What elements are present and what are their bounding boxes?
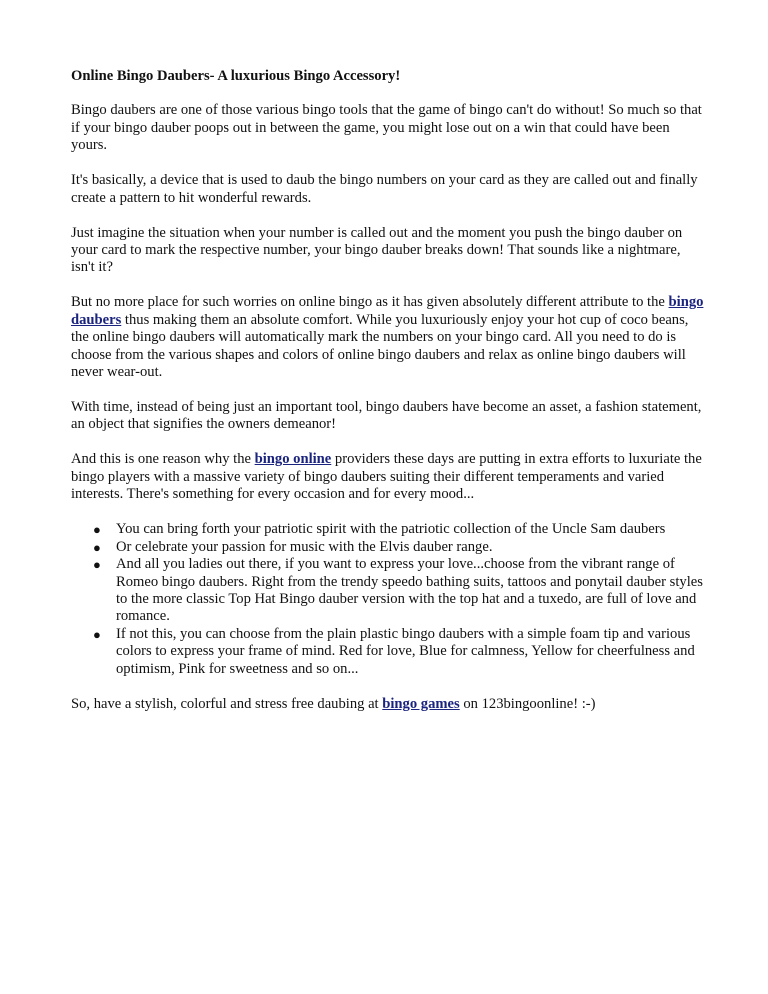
bullet-icon: ● [93,626,101,642]
paragraph-text: But no more place for such worries on online bingo as it has given absolutely different attribute to the [71,294,669,311]
document-page [71,68,706,731]
list-item-text: And all you ladies out there, if you want to express your love...choose from the vibrant range of Romeo bingo daubers. Right from the trendy speedo bathing suits, tattoos and ponytail dauber styles to the more classic Top Hat Bingo dauber version with the top hat and a tuxedo, are full of love and romance. [116,556,703,625]
paragraph-text: thus making them an absolute comfort. While you luxuriously enjoy your hot cup of coco beans, the online bingo daubers will automatically mark the numbers on your bingo card. All you need to do is choose from the various shapes and colors of online bingo daubers and relax as online bingo daubers will never wear-out. [71,311,689,381]
list-item-text: You can bring forth your patriotic spirit with the patriotic collection of the Uncle Sam daubers [116,521,666,538]
paragraph-closing [71,696,706,713]
bingo-online-link[interactable]: bingo online [254,451,332,468]
paragraph-imagine: Just imagine the situation when your number is called out and the moment you push the bingo dauber on your card to mark the respective number, your bingo dauber breaks down! That sounds like a nightmare, isn't it? [71,224,683,276]
dauber-options-list [71,521,706,678]
bullet-icon: ● [93,557,101,573]
bullet-icon: ● [93,539,101,555]
list-item [93,625,706,678]
document-title: Online Bingo Daubers- A luxurious Bingo Accessory! [71,68,401,84]
paragraph-text: on 123bingoonline! :-) [459,695,596,712]
paragraph-text: providers these days are putting in extra efforts to luxuriate the bingo players with a massive variety of bingo daubers suiting their different temperaments and varied interests. There's something for every occasion and for every mood... [71,451,702,503]
list-item [93,538,706,556]
bingo-games-link[interactable]: bingo games [382,695,460,712]
bingo-daubers-link[interactable]: bingo daubers [71,294,704,328]
paragraph-device: It's basically, a device that is used to daub the bingo numbers on your card as they are called out and finally create a pattern to hit wonderful rewards. [71,172,698,206]
paragraph-intro: Bingo daubers are one of those various bingo tools that the game of bingo can't do without! So much so that if your bingo dauber poops out in between the game, you might lose out on a win that could have been yours. [71,102,702,154]
list-item-text: Or celebrate your passion for music with the Elvis dauber range. [116,538,493,555]
list-item-text: If not this, you can choose from the plain plastic bingo daubers with a simple foam tip and various colors to express your frame of mind. Red for love, Blue for calmness, Yellow for cheerfulness and optimism, Pink for sweetness and so on... [116,625,695,677]
list-item [93,556,706,626]
paragraph-online-bingo [71,294,706,381]
list-item [93,521,706,538]
paragraph-providers [71,451,706,503]
paragraph-fashion: With time, instead of being just an important tool, bingo daubers have become an asset, a fashion statement, an object that signifies the owners demeanor! [71,399,702,433]
paragraph-text: So, have a stylish, colorful and stress free daubing at [71,695,383,712]
bullet-icon: ● [93,522,101,538]
paragraph-text: And this is one reason why the [71,451,255,468]
